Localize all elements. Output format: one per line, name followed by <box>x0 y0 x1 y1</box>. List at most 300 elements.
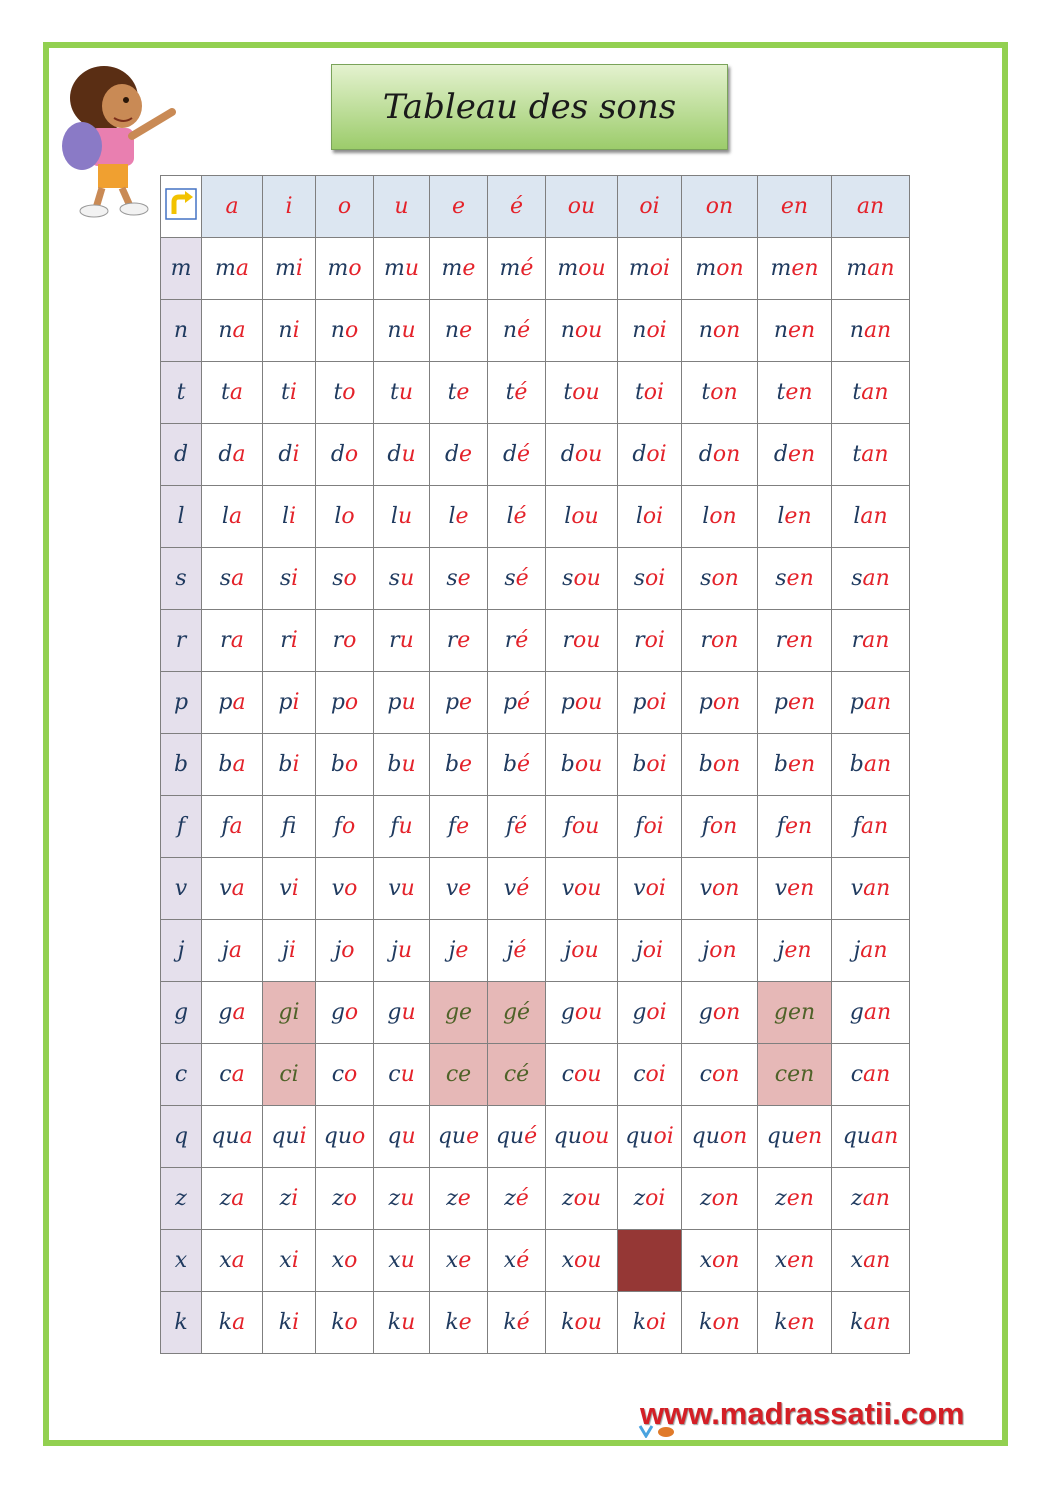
syllable-consonant: b <box>632 752 647 777</box>
syllable-vowel: o <box>344 1000 359 1025</box>
syllable-consonant: l <box>448 504 456 529</box>
syllable-vowel: e <box>455 504 469 529</box>
consonant-header-cell: p <box>161 672 202 734</box>
syllable-consonant: c <box>388 1062 401 1087</box>
syllable-cell <box>202 920 263 982</box>
syllable-cell <box>618 610 682 672</box>
syllable-cell <box>430 920 488 982</box>
syllable-vowel: on <box>712 318 741 343</box>
syllable-cell <box>758 1044 832 1106</box>
syllable-cell <box>488 1292 546 1354</box>
syllable-cell <box>263 362 316 424</box>
vowel-header-cell: é <box>488 176 546 238</box>
syllable-vowel: u <box>401 1124 416 1149</box>
consonant-header-cell: c <box>161 1044 202 1106</box>
syllable-cell <box>682 362 758 424</box>
syllable-cell <box>202 796 263 858</box>
syllable-consonant: r <box>504 628 516 653</box>
syllable-cell <box>546 238 618 300</box>
syllable-vowel: a <box>230 628 244 653</box>
syllable-consonant: p <box>502 690 518 715</box>
consonant-header-cell: v <box>161 858 202 920</box>
syllable-vowel: on <box>711 1062 740 1087</box>
syllable-vowel: o <box>348 256 362 281</box>
syllable-cell <box>682 300 758 362</box>
syllable-consonant: v <box>445 876 459 901</box>
consonant-header-cell: k <box>161 1292 202 1354</box>
consonant-header-cell: t <box>161 362 202 424</box>
syllable-vowel: en <box>785 380 813 405</box>
syllable-cell <box>488 796 546 858</box>
syllable-consonant: l <box>702 504 710 529</box>
vowel-header-cell: oi <box>618 176 682 238</box>
syllable-consonant: p <box>560 690 575 715</box>
syllable-cell <box>430 796 488 858</box>
syllable-consonant: d <box>330 442 345 467</box>
syllable-consonant: t <box>776 380 786 405</box>
syllable-consonant: j <box>391 938 398 963</box>
syllable-consonant: c <box>850 1062 864 1087</box>
syllable-vowel: oi <box>646 690 667 715</box>
syllable-cell <box>263 1230 316 1292</box>
syllable-vowel: ou <box>574 752 603 777</box>
syllable-consonant: n <box>502 318 518 343</box>
consonant-row <box>161 858 910 920</box>
syllable-cell <box>758 610 832 672</box>
syllable-cell <box>263 1044 316 1106</box>
syllable-cell <box>430 548 488 610</box>
syllable-vowel: oi <box>645 566 666 591</box>
syllable-cell <box>832 610 910 672</box>
syllable-cell <box>202 548 263 610</box>
syllable-vowel: a <box>231 876 245 901</box>
syllable-cell <box>374 672 430 734</box>
syllable-consonant: t <box>333 380 343 405</box>
syllable-consonant: l <box>334 504 342 529</box>
syllable-vowel: on <box>709 938 737 963</box>
syllable-vowel: é <box>515 566 529 591</box>
syllable-cell <box>374 610 430 672</box>
syllable-cell <box>832 238 910 300</box>
syllable-cell <box>832 920 910 982</box>
syllable-vowel: en <box>795 1124 823 1149</box>
syllable-cell <box>202 858 263 920</box>
syllable-consonant: c <box>219 1062 232 1087</box>
syllable-consonant: f <box>776 814 785 839</box>
consonant-header-cell: z <box>161 1168 202 1230</box>
syllable-vowel: oi <box>645 1062 666 1087</box>
syllable-consonant: p <box>849 690 864 715</box>
syllable-consonant: r <box>851 628 863 653</box>
syllable-vowel: o <box>352 1124 366 1149</box>
syllable-cell <box>430 1292 488 1354</box>
syllable-cell <box>618 486 682 548</box>
syllable-consonant: n <box>632 318 647 343</box>
vowel-header-cell: on <box>682 176 758 238</box>
syllable-consonant: qu <box>323 1124 352 1149</box>
syllable-cell <box>263 982 316 1044</box>
syllable-consonant: b <box>387 752 402 777</box>
syllable-consonant: m <box>499 256 521 281</box>
consonant-row <box>161 672 910 734</box>
syllable-consonant: c <box>279 1062 292 1087</box>
syllable-cell <box>202 1106 263 1168</box>
syllable-vowel: u <box>400 566 415 591</box>
syllable-vowel: oi <box>646 1310 667 1335</box>
syllable-cell <box>832 1168 910 1230</box>
syllable-vowel: e <box>462 256 476 281</box>
syllable-consonant: j <box>222 938 229 963</box>
syllable-cell <box>618 548 682 610</box>
syllable-vowel: u <box>401 442 416 467</box>
vowel-header-cell: en <box>758 176 832 238</box>
syllable-consonant: v <box>850 876 864 901</box>
syllable-cell <box>682 796 758 858</box>
syllable-consonant: p <box>773 690 788 715</box>
syllable-cell <box>546 486 618 548</box>
syllable-cell <box>618 1044 682 1106</box>
syllable-cell <box>546 672 618 734</box>
syllable-vowel: on <box>716 256 744 281</box>
syllable-vowel: é <box>520 256 534 281</box>
syllable-vowel: é <box>514 814 528 839</box>
syllable-vowel: an <box>863 876 891 901</box>
syllable-consonant: k <box>278 1310 293 1335</box>
syllable-cell <box>832 734 910 796</box>
syllable-cell <box>618 734 682 796</box>
syllable-consonant: m <box>441 256 463 281</box>
syllable-vowel: ou <box>573 628 601 653</box>
syllable-vowel: a <box>229 814 243 839</box>
syllable-vowel: u <box>398 814 413 839</box>
syllable-vowel: oi <box>646 442 667 467</box>
syllable-cell <box>758 672 832 734</box>
syllable-consonant: m <box>327 256 349 281</box>
consonant-row <box>161 610 910 672</box>
syllable-cell <box>546 1168 618 1230</box>
syllable-vowel: an <box>862 566 890 591</box>
syllable-cell <box>488 920 546 982</box>
syllable-cell <box>682 1106 758 1168</box>
syllable-vowel: u <box>401 752 416 777</box>
syllable-consonant: r <box>446 628 458 653</box>
syllable-consonant: qu <box>437 1124 467 1149</box>
syllable-vowel: oi <box>649 256 671 281</box>
syllable-consonant: g <box>218 1000 233 1025</box>
syllable-cell <box>488 548 546 610</box>
syllable-vowel: oi <box>642 504 664 529</box>
syllable-cell <box>263 734 316 796</box>
syllable-vowel: on <box>712 442 741 467</box>
vowel-header-cell: u <box>374 176 430 238</box>
consonant-header-cell: s <box>161 548 202 610</box>
syllable-consonant: s <box>562 566 574 591</box>
syllable-vowel: en <box>784 938 812 963</box>
syllable-vowel: e <box>458 1248 472 1273</box>
syllable-vowel: o <box>342 380 356 405</box>
syllable-consonant: s <box>851 566 863 591</box>
syllable-cell <box>374 362 430 424</box>
syllable-vowel: é <box>517 752 531 777</box>
consonant-row <box>161 1230 910 1292</box>
syllable-cell <box>374 424 430 486</box>
syllable-consonant: k <box>774 1310 788 1335</box>
consonant-header-cell: f <box>161 796 202 858</box>
consonant-header-cell: r <box>161 610 202 672</box>
syllable-cell <box>202 424 263 486</box>
syllable-consonant: j <box>702 938 710 963</box>
syllable-consonant: x <box>331 1248 345 1273</box>
syllable-cell <box>316 982 374 1044</box>
syllable-consonant: v <box>219 876 232 901</box>
syllable-vowel: o <box>344 318 359 343</box>
syllable-vowel: é <box>516 876 530 901</box>
syllable-vowel: ou <box>573 1186 601 1211</box>
syllable-consonant: m <box>215 256 236 281</box>
syllable-consonant: l <box>635 504 643 529</box>
syllable-cell <box>263 1168 316 1230</box>
syllable-cell <box>682 672 758 734</box>
syllable-vowel: oi <box>643 380 665 405</box>
syllable-consonant: g <box>849 1000 864 1025</box>
syllable-cell <box>202 982 263 1044</box>
title-banner <box>331 64 728 150</box>
syllable-consonant: z <box>851 1186 863 1211</box>
syllable-cell <box>202 1292 263 1354</box>
syllable-consonant: v <box>699 876 712 901</box>
syllable-consonant: t <box>447 380 457 405</box>
syllable-vowel: u <box>401 1000 416 1025</box>
syllable-vowel: on <box>712 1310 740 1335</box>
syllable-consonant: m <box>557 256 579 281</box>
syllable-vowel: o <box>343 566 357 591</box>
syllable-consonant: f <box>852 814 861 839</box>
syllable-vowel: e <box>458 1062 472 1087</box>
syllable-vowel: o <box>344 442 359 467</box>
syllable-consonant: f <box>701 814 710 839</box>
syllable-vowel: oi <box>646 752 667 777</box>
syllable-vowel: a <box>232 318 246 343</box>
syllable-consonant: m <box>275 256 296 281</box>
syllable-consonant: d <box>387 442 402 467</box>
syllable-vowel: a <box>231 566 245 591</box>
syllable-vowel: é <box>517 318 531 343</box>
syllable-consonant: j <box>282 938 289 963</box>
syllable-consonant: z <box>775 1186 787 1211</box>
syllable-consonant: z <box>388 1186 401 1211</box>
syllable-vowel: u <box>397 938 412 963</box>
syllable-consonant: qu <box>691 1124 720 1149</box>
corner-cell <box>161 176 202 238</box>
syllable-vowel: é <box>515 628 529 653</box>
syllable-vowel: an <box>863 1000 892 1025</box>
syllable-cell <box>430 1106 488 1168</box>
syllable-cell <box>374 796 430 858</box>
syllable-cell <box>618 424 682 486</box>
syllable-consonant: x <box>388 1248 401 1273</box>
syllable-cell <box>682 1168 758 1230</box>
syllable-cell <box>682 1230 758 1292</box>
syllable-consonant: z <box>504 1186 516 1211</box>
syllable-cell <box>430 424 488 486</box>
syllable-vowel: on <box>711 628 739 653</box>
syllable-vowel: e <box>459 752 473 777</box>
syllable-consonant: k <box>218 1310 233 1335</box>
syllable-cell <box>202 486 263 548</box>
syllable-consonant: l <box>281 504 289 529</box>
syllable-consonant: m <box>846 256 868 281</box>
syllable-cell <box>618 796 682 858</box>
syllable-consonant: qu <box>211 1124 240 1149</box>
syllable-consonant: v <box>331 876 345 901</box>
syllable-consonant: g <box>387 1000 402 1025</box>
syllable-vowel: en <box>791 256 819 281</box>
syllable-vowel: en <box>786 628 814 653</box>
syllable-vowel: u <box>400 876 415 901</box>
syllable-cell <box>832 796 910 858</box>
syllable-consonant: qu <box>842 1124 871 1149</box>
syllable-vowel: i <box>292 690 300 715</box>
syllable-vowel: oi <box>643 814 664 839</box>
syllable-vowel: u <box>401 690 416 715</box>
consonant-row <box>161 796 910 858</box>
syllable-cell <box>263 548 316 610</box>
syllable-cell <box>546 1044 618 1106</box>
syllable-cell <box>374 734 430 796</box>
syllable-cell <box>316 1230 374 1292</box>
syllable-cell <box>832 300 910 362</box>
consonant-row <box>161 1044 910 1106</box>
syllable-consonant: x <box>561 1248 574 1273</box>
syllable-vowel: i <box>292 1000 300 1025</box>
consonant-row <box>161 982 910 1044</box>
syllable-cell <box>832 982 910 1044</box>
syllable-vowel: on <box>709 814 738 839</box>
syllable-consonant: b <box>773 752 788 777</box>
syllable-vowel: ou <box>574 1310 602 1335</box>
syllable-cell <box>202 1044 263 1106</box>
syllable-vowel: i <box>295 256 303 281</box>
syllable-vowel: a <box>228 504 243 529</box>
syllable-vowel: an <box>860 504 888 529</box>
syllable-cell <box>618 1292 682 1354</box>
syllable-cell <box>374 1230 430 1292</box>
syllable-consonant: f <box>635 814 644 839</box>
syllable-vowel: e <box>459 690 473 715</box>
syllable-consonant: v <box>388 876 401 901</box>
syllable-consonant: s <box>700 566 712 591</box>
syllable-cell <box>682 238 758 300</box>
syllable-cell <box>546 796 618 858</box>
syllable-cell <box>758 486 832 548</box>
syllable-consonant: g <box>773 1000 788 1025</box>
syllable-consonant: x <box>850 1248 864 1273</box>
syllable-vowel: a <box>232 1310 246 1335</box>
syllable-vowel: ou <box>574 876 602 901</box>
syllable-vowel: o <box>344 1062 358 1087</box>
syllable-vowel: a <box>231 1062 245 1087</box>
syllable-vowel: u <box>400 1186 415 1211</box>
syllable-vowel: a <box>229 380 243 405</box>
syllable-cell <box>488 858 546 920</box>
syllable-consonant: n <box>387 318 402 343</box>
syllable-consonant: z <box>279 1186 292 1211</box>
syllable-consonant: c <box>633 1062 646 1087</box>
syllable-cell <box>430 610 488 672</box>
syllable-consonant: r <box>389 628 400 653</box>
syllable-cell <box>202 734 263 796</box>
syllable-consonant: d <box>502 442 518 467</box>
syllable-vowel: e <box>456 380 470 405</box>
syllable-consonant: f <box>333 814 342 839</box>
syllable-consonant: s <box>775 566 787 591</box>
syllable-consonant: n <box>560 318 575 343</box>
syllable-vowel: é <box>513 938 527 963</box>
syllable-vowel: e <box>459 1000 473 1025</box>
syllable-cell <box>263 486 316 548</box>
syllable-cell <box>374 858 430 920</box>
syllable-cell <box>374 1292 430 1354</box>
syllable-consonant: z <box>332 1186 344 1211</box>
consonant-row <box>161 424 910 486</box>
syllable-cell <box>263 238 316 300</box>
syllable-vowel: an <box>861 442 889 467</box>
syllable-vowel: i <box>292 752 300 777</box>
syllable-cell <box>758 238 832 300</box>
syllable-cell <box>618 238 682 300</box>
syllable-consonant: j <box>853 938 861 963</box>
syllable-vowel: an <box>862 1186 890 1211</box>
syllable-cell <box>546 858 618 920</box>
syllable-consonant: z <box>633 1186 646 1211</box>
syllable-consonant: d <box>278 442 293 467</box>
syllable-cell <box>263 1106 316 1168</box>
syllable-vowel: ou <box>572 380 600 405</box>
syllable-vowel: o <box>344 1310 358 1335</box>
syllable-cell <box>546 362 618 424</box>
syllable-consonant: t <box>852 442 862 467</box>
syllable-consonant: x <box>445 1248 459 1273</box>
syllable-cell <box>263 796 316 858</box>
syllable-vowel: a <box>228 938 242 963</box>
vowel-header-cell: i <box>263 176 316 238</box>
syllable-vowel: en <box>787 876 815 901</box>
syllable-vowel: en <box>786 1186 814 1211</box>
syllable-consonant: s <box>279 566 292 591</box>
syllable-vowel: é <box>517 690 531 715</box>
syllable-cell <box>546 920 618 982</box>
syllable-vowel: i <box>292 318 300 343</box>
syllable-vowel: on <box>712 752 741 777</box>
syllable-consonant: n <box>218 318 233 343</box>
syllable-vowel: e <box>456 814 470 839</box>
syllable-consonant: f <box>281 814 297 839</box>
footer-url[interactable]: www.madrassatii.com <box>640 1396 965 1431</box>
syllable-cell <box>316 858 374 920</box>
syllable-cell <box>546 300 618 362</box>
syllable-cell <box>758 1230 832 1292</box>
syllable-consonant: s <box>504 566 516 591</box>
syllable-vowel: e <box>459 318 473 343</box>
syllable-vowel: i <box>288 938 296 963</box>
syllable-consonant: x <box>699 1248 712 1273</box>
syllable-cell <box>430 1168 488 1230</box>
syllable-consonant: r <box>220 628 231 653</box>
syllable-consonant: t <box>701 380 711 405</box>
syllable-cell <box>682 1044 758 1106</box>
syllable-vowel: an <box>861 380 889 405</box>
syllable-consonant: t <box>505 380 515 405</box>
